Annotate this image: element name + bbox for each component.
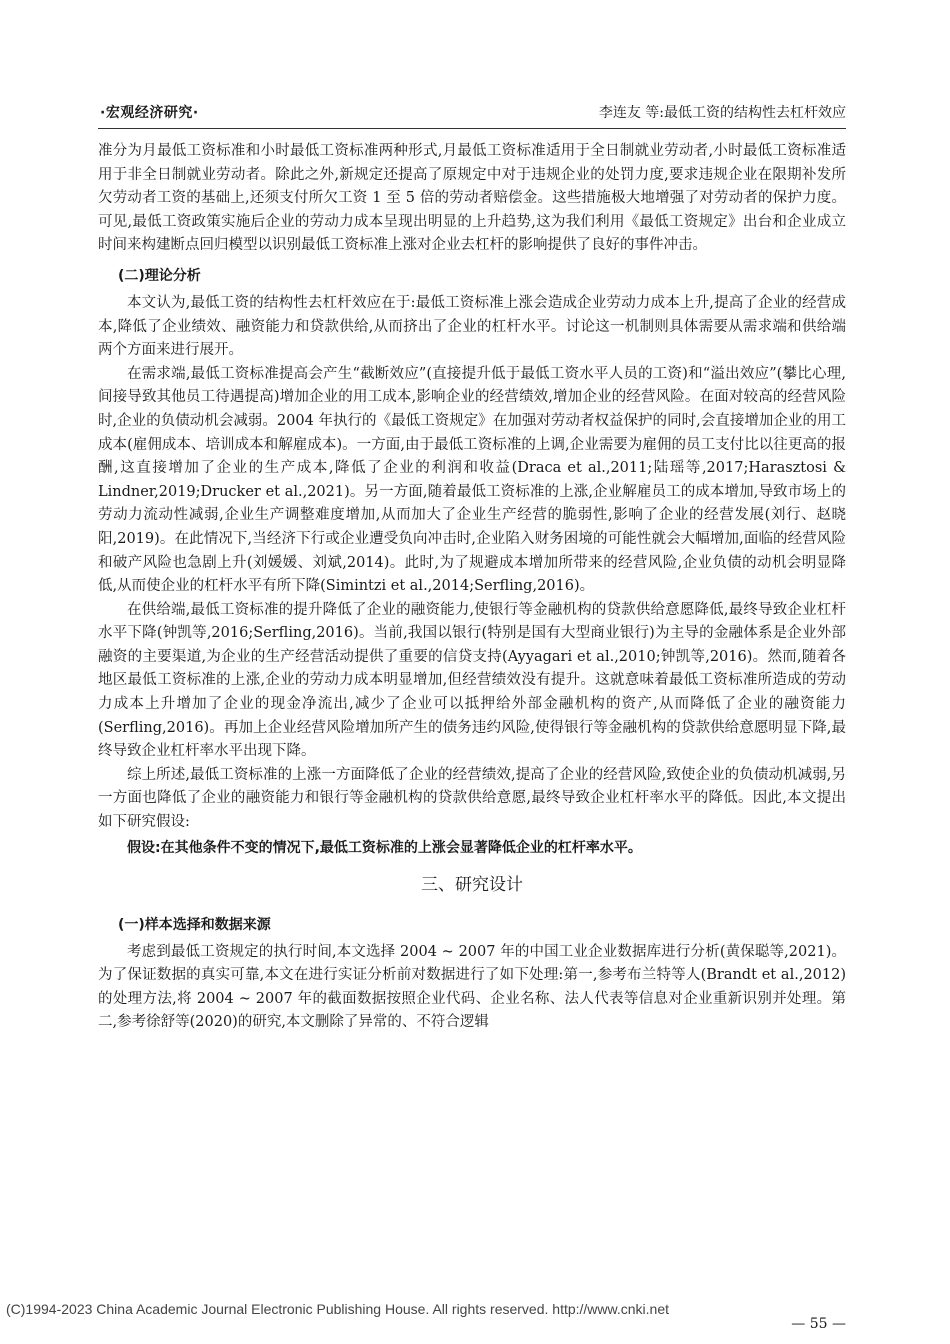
page-number: — 55 — bbox=[791, 1316, 846, 1332]
paragraph-mechanism: 本文认为,最低工资的结构性去杠杆效应在于:最低工资标准上涨会造成企业劳动力成本上升,提高了企业的经营成本,降低了企业绩效、融资能力和贷款供给,从而挤出了企业的杠杆水平。讨论这一机制则具体需要从需求端和供给端两个方面来进行展开。 bbox=[98, 294, 846, 359]
article-body bbox=[98, 140, 846, 1035]
paragraph-demand-side: 在需求端,最低工资标准提高会产生“截断效应”(直接提升低于最低工资水平人员的工资)和“溢出效应”(攀比心理,间接导致其他员工待遇提高)增加企业的用工成本,影响企业的经营绩效,增加企业的经营风险。在面对较高的经营风险时,企业的负债动机会减弱。2004 年执行的《最低工资规定》在加强对劳动者权益保护的同时,会直接增加企业的用工成本(雇佣成本、培训成本和解雇成本)。一方面,由于最低工资标准的上调,企业需要为雇佣的员工支付比以往更高的报酬,这直接增加了企业的生产成本,降低了企业的利润和收益(Draca et al.,2011;陆瑶等,2017;Harasztosi & Lindner,2019;Drucker et al.,2021)。另一方面,随着最低工资标准的上涨,企业解雇员工的成本增加,导致市场上的劳动力流动性减弱,企业生产调整难度增加,从而加大了企业生产经营的脆弱性,影响了企业的经营发展(刘行、赵晓阳,2019)。在此情况下,当经济下行或企业遭受负向冲击时,企业陷入财务困境的可能性就会大幅增加,面临的经营风险和破产风险也急剧上升(刘媛媛、刘斌,2014)。此时,为了规避成本增加所带来的经营风险,企业负债的动机会明显降低,从而使企业的杠杆水平有所下降(Simintzi et al.,2014;Serfling,2016)。 bbox=[98, 365, 846, 595]
hypothesis: 假设:在其他条件不变的情况下,最低工资标准的上涨会显著降低企业的杠杆率水平。 bbox=[127, 839, 642, 856]
paragraph-supply-side: 在供给端,最低工资标准的提升降低了企业的融资能力,使银行等金融机构的贷款供给意愿降低,最终导致企业杠杆水平下降(钟凯等,2016;Serfling,2016)。当前,我国以银行(特别是国有大型商业银行)为主导的金融体系是企业外部融资的主要渠道,为企业的生产经营活动提供了重要的信贷支持(Ayyagari et al.,2010;钟凯等,2016)。然而,随着各地区最低工资标准的上涨,企业的劳动力成本明显增加,但经营绩效没有提升。这就意味着最低工资标准所造成的劳动力成本上升增加了企业的现金净流出,减少了企业可以抵押给外部金融机构的资产,从而降低了企业的融资能力(Serfling,2016)。再加上企业经营风险增加所产生的债务违约风险,使得银行等金融机构的贷款供给意愿明显下降,最终导致企业杠杆率水平出现下降。 bbox=[98, 601, 846, 760]
journal-name: ·宏观经济研究· bbox=[100, 105, 199, 121]
page-header bbox=[98, 98, 846, 129]
subsection-heading-sample: (一)样本选择和数据来源 bbox=[118, 916, 271, 933]
subsection-heading-theory: (二)理论分析 bbox=[118, 267, 201, 284]
copyright-footer: (C)1994-2023 China Academic Journal Electronic Publishing House. All rights reserved. http://www.cnki.net bbox=[6, 1301, 669, 1317]
running-title: 李连友 等:最低工资的结构性去杠杆效应 bbox=[598, 105, 846, 121]
section-heading-research-design: 三、研究设计 bbox=[421, 874, 523, 895]
paragraph-sample: 考虑到最低工资规定的执行时间,本文选择 2004 ~ 2007 年的中国工业企业数据库进行分析(黄保聪等,2021)。为了保证数据的真实可靠,本文在进行实证分析前对数据进行了如下处理:第一,参考布兰特等人(Brandt et al.,2012)的处理方法,将 2004 ~ 2007 年的截面数据按照企业代码、企业名称、法人代表等信息对企业重新识别并处理。第二,参考徐舒等(2020)的研究,本文删除了异常的、不符合逻辑 bbox=[98, 943, 846, 1031]
paragraph-summary: 综上所述,最低工资标准的上涨一方面降低了企业的经营绩效,提高了企业的经营风险,致使企业的负债动机减弱,另一方面也降低了企业的融资能力和银行等金融机构的贷款供给意愿,最终导致企业杠杆率水平的降低。因此,本文提出如下研究假设: bbox=[98, 766, 846, 831]
paragraph-continued: 准分为月最低工资标准和小时最低工资标准两种形式,月最低工资标准适用于全日制就业劳动者,小时最低工资标准适用于非全日制就业劳动者。除此之外,新规定还提高了原规定中对于违规企业的处罚力度,要求违规企业在限期补发所欠劳动者工资的基础上,还须支付所欠工资 1 至 5 倍的劳动者赔偿金。这些措施极大地增强了对劳动者的保护力度。可见,最低工资政策实施后企业的劳动力成本呈现出明显的上升趋势,这为我们利用《最低工资规定》出台和企业成立时间来构建断点回归模型以识别最低工资标准上涨对企业去杠杆的影响提供了良好的事件冲击。 bbox=[98, 143, 846, 254]
